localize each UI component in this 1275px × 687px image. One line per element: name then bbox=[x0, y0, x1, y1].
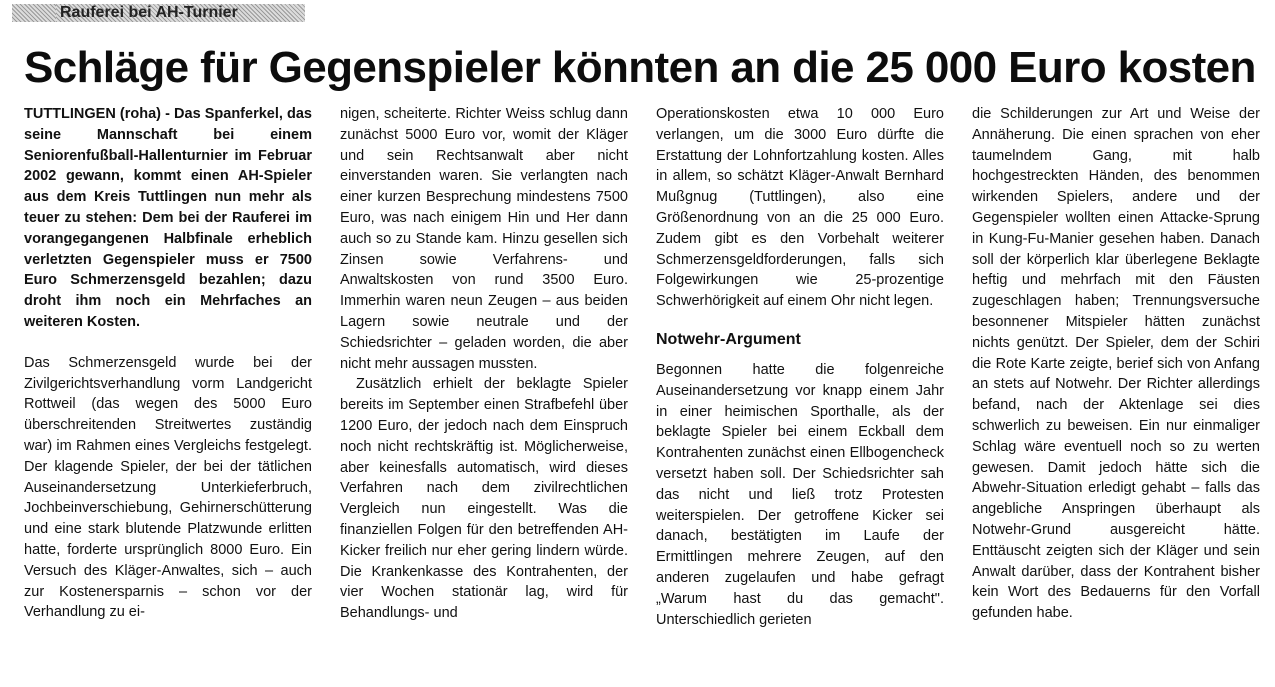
subheading: Notwehr-Argument bbox=[656, 330, 801, 348]
paragraph-gap bbox=[24, 333, 312, 353]
body-paragraph: Operationskosten etwa 10 000 Euro verlangen, um die 3000 Euro dürfte die Erstattung der Lohnfortzahlung kosten. Alles in allem, so schätzt Kläger-Anwalt Bernhard Mußgnug (Tuttlingen), also eine Größenordnung von an die 25 000 Euro. Zudem gibt es den Vorbehalt weiterer Schmerzensgeldforderungen, falls sich Folgewirkungen wie 25-prozentige Schwerhörigkeit auf einem Ohr nicht legen. bbox=[656, 106, 944, 310]
body-paragraph: Begonnen hatte die folgenreiche Auseinandersetzung vor knapp einem Jahr in einer heimischen Sporthalle, als der beklagte Spieler bei einem Eckball dem Kontrahenten zunächst einen Ellbogencheck versetzt haben soll. Der Schiedsrichter sah das nicht und ließ trotz Protesten weiterspielen. Der getroffene Kicker sei danach, bestätigten im Laufe der Ermittlingen mehrere Zeugen, auf den anderen zugelaufen und habe gefragt „Warum hast du das gemacht". Unterschiedlich gerieten bbox=[656, 361, 944, 628]
article-column-2 bbox=[340, 104, 628, 684]
article-column-4 bbox=[972, 104, 1260, 684]
headline: Schläge für Gegenspieler könnten an die 25 000 Euro kosten bbox=[24, 43, 1256, 92]
article-column-3 bbox=[656, 104, 944, 684]
body-paragraph: Zusätzlich erhielt der beklagte Spieler bereits im September einen Strafbefehl über 1200 Euro, der jedoch nach dem Einspruch noch nicht rechtskräftig ist. Möglicherweise, aber keinesfalls automatisch, wird dieses Verfahren nach dem zivilrechtlichen Vergleich nun eingestellt. Was die finanziellen Folgen für den betreffenden AH-Kicker freilich nur eher gering lindern würde. Die Krankenkasse des Kontrahenten, der vier Wochen stationär lag, wird für Behandlungs- und bbox=[340, 376, 628, 622]
body-paragraph: nigen, scheiterte. Richter Weiss schlug dann zunächst 5000 Euro vor, womit der Kläger und sein Rechtsanwalt aber nicht einverstanden waren. Sie verlangten nach einer kurzen Besprechung mindestens 7500 Euro, was nach einigem Hin und Her dann auch so zu Stande kam. Hinzu gesellen sich Zinsen sowie Verfahrens- und Anwaltskosten von rund 3500 Euro. Immerhin waren neun Zeugen – aus beiden Lagern sowie neutrale und der Schiedsrichter – geladen worden, die aber nicht mehr aussagen mussten. bbox=[340, 106, 628, 372]
kicker: Rauferei bei AH-Turnier bbox=[56, 4, 305, 22]
article-column-1 bbox=[24, 104, 312, 684]
lead-paragraph: TUTTLINGEN (roha) - Das Spanferkel, das seine Mannschaft bei einem Seniorenfußball-Hallenturnier im Februar 2002 gewann, kommt einen AH-Spieler aus dem Kreis Tuttlingen nun mehr als teuer zu stehen: Dem bei der Rauferei im vorangegangenen Halbfinale erheblich verletzten Gegenspieler muss er 7500 Euro Schmerzensgeld bezahlen; dazu droht ihm noch ein Mehrfaches an weiteren Kosten. bbox=[24, 106, 312, 330]
body-paragraph: Das Schmerzensgeld wurde bei der Zivilgerichtsverhandlung vorm Landgericht Rottweil (das wegen des 5000 Euro überschreitenden Streitwertes zuständig war) im Rahmen eines Vergleichs festgelegt. Der klagende Spieler, der bei der tätlichen Auseinandersetzung Unterkieferbruch, Jochbeinverschiebung, Gehirnerschütterung und eine stark blutende Platzwunde erlitten hatte, forderte ursprünglich 8000 Euro. Ein Versuch des Kläger-Anwaltes, sich – auch zur Kostenersparnis – schon vor der Verhandlung zu ei- bbox=[24, 354, 312, 621]
body-paragraph: die Schilderungen zur Art und Weise der Annäherung. Die einen sprachen von eher taumelndem Gang, mit halb hochgestreckten Händen, des benommen wirkenden Spielers, andere und der Gegenspieler wollten einen Attacke-Sprung in Kung-Fu-Manier gesehen haben. Danach soll der körperlich klar überlegene Beklagte heftig und mehrfach mit den Fäusten zugeschlagen haben; Trennungsversuche besonnener Mitspieler hätten zunächst nichts genützt. Der Spieler, dem der Schiri die Rote Karte zeigte, berief sich von Anfang an stets auf Notwehr. Der Richter allerdings befand, nach der Aktenlage sei dies schwerlich zu beweisen. Ein nur einmaliger Schlag wäre eventuell noch so zu werten gewesen. Damit jedoch hätte sich die Abwehr-Situation erledigt gehabt – falls das angebliche Anspringen überhaupt als Notwehr-Grund ausgereicht hätte. Enttäuscht zeigten sich der Kläger und sein Anwalt darüber, dass der Kontrahent bisher kein Wort des Bedauerns für den Vorfall gefunden habe. bbox=[972, 106, 1260, 622]
paragraph-gap bbox=[656, 312, 944, 320]
kicker-bar bbox=[12, 4, 56, 22]
